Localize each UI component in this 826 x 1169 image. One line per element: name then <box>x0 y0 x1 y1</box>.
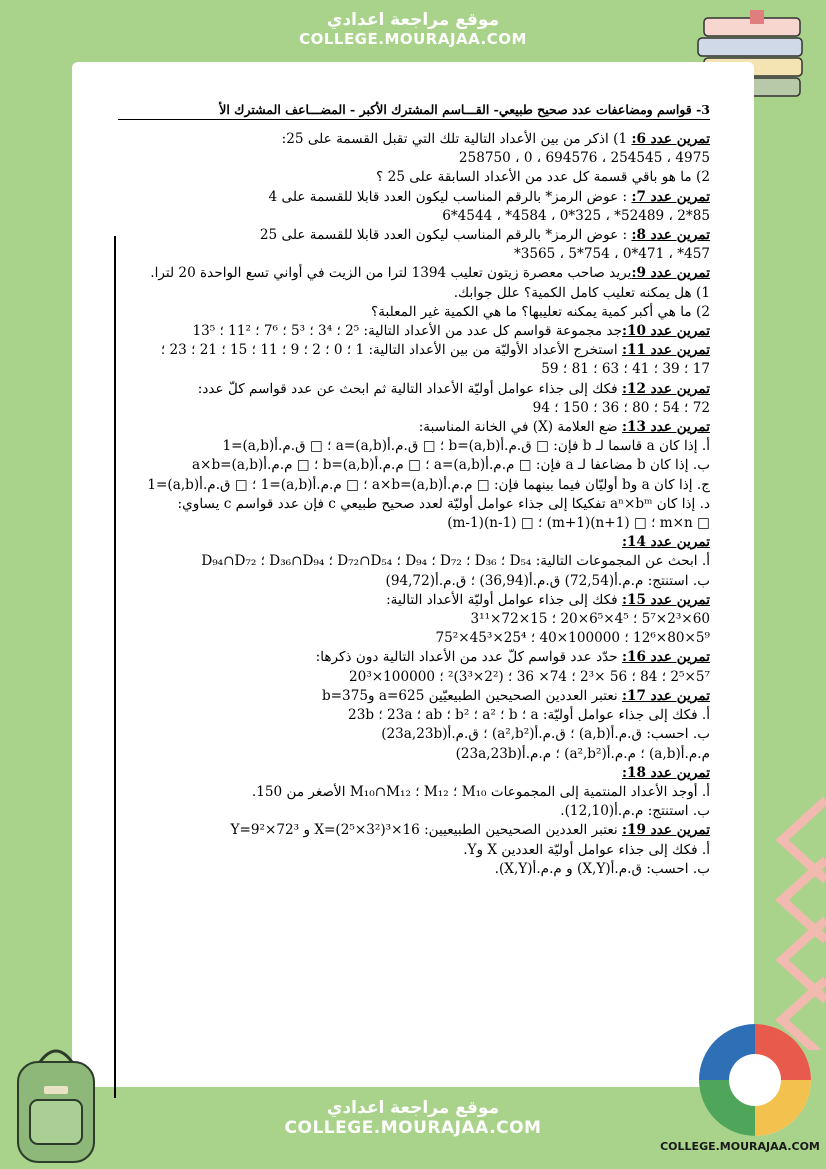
exercise-line <box>118 476 710 495</box>
exercise-label: تمرين عدد 12: <box>622 380 710 397</box>
exercise-text: 60×2³×5⁷ ؛ 4⁵×6⁵×20 ؛ 15×72×3¹¹ <box>470 611 710 628</box>
exercise-label: تمرين عدد 18: <box>622 764 710 781</box>
exercise-text: أ. ابحث عن المجموعات التالية: D₅₄ ؛ D₃₆ ؛ D₇₂ ؛ D₉₄ ؛ D₇₂∩D₅₄ ؛ D₃₆∩D₉₄ ؛ D₉₄∩D₇₂ <box>201 553 710 570</box>
exercise-line <box>118 629 710 648</box>
corner-url[interactable]: COLLEGE.MOURAJAA.COM <box>660 1140 820 1153</box>
section-title: 3- قواسم ومضاعفات عدد صحيح طبيعي- القـــاسم المشترك الأكبر - المضـــاعف المشترك الأ <box>118 102 710 120</box>
exercise-line <box>118 188 710 207</box>
exercise-text: ب. استنتج: م.م.أ(72,54) ق.م.أ(36,94) ؛ ق.م.أ(94,72) <box>385 572 710 589</box>
exercise-line <box>118 495 710 514</box>
exercise-line <box>118 303 710 322</box>
exercise-line <box>118 514 710 533</box>
exercise-line <box>118 130 710 149</box>
exercise-line <box>118 533 710 552</box>
exercise-line <box>118 860 710 879</box>
exercise-text: : عوض الرمز* بالرقم المناسب ليكون العدد قابلا للقسمة على 25 <box>259 227 632 244</box>
exercise-label: تمرين عدد 11: <box>622 342 710 359</box>
exercise-label: تمرين عدد 15: <box>622 591 710 608</box>
exercise-label: تمرين عدد 10: <box>622 323 710 340</box>
exercise-line <box>118 399 710 418</box>
exercise-label: تمرين عدد 7: <box>631 188 710 205</box>
exercise-text: 72 ؛ 54 ؛ 80 ؛ 36 ؛ 150 ؛ 94 <box>532 399 710 416</box>
exercise-label: تمرين عدد 6: <box>631 131 710 147</box>
exercise-line <box>118 591 710 610</box>
exercise-text: فكك إلى جذاء عوامل أوليّة الأعداد التالية: <box>386 591 622 608</box>
exercise-lines <box>118 130 710 879</box>
exercise-text: : عوض الرمز* بالرقم المناسب ليكون العدد قابلا للقسمة على 4 <box>268 188 632 205</box>
exercise-line <box>118 687 710 706</box>
chevron-decoration-icon <box>742 790 826 1050</box>
exercise-label: تمرين عدد 19: <box>622 822 710 839</box>
exercise-label: تمرين عدد 16: <box>622 649 710 666</box>
footer-brand-url[interactable]: COLLEGE.MOURAJAA.COM <box>284 1118 542 1138</box>
exercise-line <box>118 841 710 860</box>
header-brand-arabic: موقع مراجعة اعدادي <box>326 10 500 30</box>
exercise-line <box>118 783 710 802</box>
exercise-text: ب. استنتج: م.م.أ(12,10). <box>560 803 710 820</box>
exercise-text: 1) اذكر من بين الأعداد التالية تلك التي تقبل القسمة على 25: <box>281 131 632 147</box>
exercise-line <box>118 648 710 667</box>
exercise-line <box>118 802 710 821</box>
exercise-line <box>118 610 710 629</box>
exercise-line <box>118 745 710 764</box>
exercise-text: أ. أوجد الأعداد المنتمية إلى المجموعات M₁₀ ؛ M₁₂ ؛ M₁₀∩M₁₂ الأصغر من 150. <box>251 783 710 800</box>
exercise-text: □ m×n ؛ □ (n+1)(m+1) ؛ □ (n-1)(m-1) <box>447 515 710 532</box>
header-brand-url[interactable]: COLLEGE.MOURAJAA.COM <box>299 30 527 48</box>
exercise-text: ضع العلامة (X) في الخانة المناسبة: <box>418 419 622 436</box>
exercise-text: حدّد عدد قواسم كلّ عدد من الأعداد التالية دون ذكرها: <box>315 649 622 666</box>
exercise-line <box>118 764 710 783</box>
exercise-line <box>118 552 710 571</box>
exercise-label: تمرين عدد 8: <box>631 227 710 244</box>
exercise-text: يريد صاحب معصرة زيتون تعليب 1394 لترا من الزيت في أواني تسع الواحدة 20 لترا. <box>150 265 632 282</box>
exercise-text: استخرج الأعداد الأوليّة من بين الأعداد التالية: 1 ؛ 0 ؛ 2 ؛ 9 ؛ 11 ؛ 15 ؛ 21 ؛ 23 ؛ <box>160 342 622 359</box>
exercise-line <box>118 149 710 168</box>
exercise-line <box>118 226 710 245</box>
exercise-text: نعتبر العددين الصحيحين الطبيعيين: X=(2⁵×3²)³×16 و Y=9²×72³ <box>230 822 622 839</box>
exercise-line <box>118 360 710 379</box>
exercise-text: 2) ما هي أكبر كمية يمكنه تعليبها؟ ما هي الكمية غير المعلبة؟ <box>371 303 710 320</box>
exercise-line <box>118 668 710 687</box>
exercise-text: 17 ؛ 39 ؛ 41 ؛ 63 ؛ 81 ؛ 59 <box>541 361 710 378</box>
exercise-text: جد مجموعة قواسم كل عدد من الأعداد التالية: 2⁵ ؛ 3⁴ ؛ 5³ ؛ 7⁶ ؛ 11² ؛ 13⁵ <box>192 323 622 340</box>
exercise-line <box>118 725 710 744</box>
exercise-line <box>118 322 710 341</box>
exercise-text: 2) ما هو باقي قسمة كل عدد من الأعداد السابقة على 25 ؟ <box>376 169 710 186</box>
exercise-line <box>118 341 710 360</box>
exercise-text: أ. فكك إلى جذاء عوامل أوليّة العددين X وY. <box>463 841 710 858</box>
exercise-line <box>118 245 710 264</box>
exercise-label: تمرين عدد 13: <box>622 419 710 436</box>
exercise-line <box>118 264 710 283</box>
exercise-text: 1) هل يمكنه تعليب كامل الكمية؟ علل جوابك. <box>453 284 710 301</box>
subjects-wheel-icon <box>690 1020 820 1150</box>
exercise-text: 5⁷×2⁵ ؛ 84 ؛ 56 ×2³ ؛ 74× 36 ؛ (2²×3³)² ؛ 100000×20³ <box>349 668 710 685</box>
exercise-line <box>118 456 710 475</box>
exercise-text: أ. إذا كان a قاسما لـ b فإن: □ ق.م.أ(a,b)=b ؛ □ ق.م.أ(a,b)=a ؛ □ ق.م.أ(a,b)=1 <box>222 438 710 455</box>
exercise-text: فكك إلى جذاء عوامل أوليّة الأعداد التالية ثم ابحث عن عدد قواسم كلّ عدد: <box>197 380 622 397</box>
exercise-label: تمرين عدد 9: <box>631 265 710 282</box>
exercise-line <box>118 418 710 437</box>
exercise-line <box>118 706 710 725</box>
exercise-text: 85*2 ، 52489* ، 325*0 ، 4584* ، 4544*6 <box>442 207 710 224</box>
exercise-line <box>118 380 710 399</box>
exercise-line <box>118 572 710 591</box>
margin-rule <box>114 236 116 1098</box>
exercise-text: ب. احسب: ق.م.أ(a,b) ؛ ق.م.أ(a²,b²) ؛ ق.م.أ(23a,23b) <box>381 726 710 743</box>
exercise-text: ب. إذا كان b مضاعفا لـ a فإن: □ م.م.أ(a,b)=a ؛ □ م.م.أ(a,b)=b ؛ □ م.م.أ(a,b)=a×b <box>191 457 710 474</box>
exercise-text: نعتبر العددين الصحيحين الطبيعيّين a=625 وb=375 <box>321 687 622 704</box>
exercise-text: 4975 ، 254545 ، 694576 ، 0 ، 258750 <box>458 150 710 167</box>
exercise-text: ج. إذا كان a وb أوليّان فيما بينهما فإن: □ م.م.أ(a,b)=a×b ؛ □ م.م.أ(a,b)=1 ؛ □ ق.م.أ(a,b)=1 <box>147 476 710 493</box>
footer-brand-arabic: موقع مراجعة اعدادي <box>326 1098 500 1118</box>
document-body <box>118 98 710 1003</box>
exercise-line <box>118 168 710 187</box>
exercise-line <box>118 207 710 226</box>
exercise-text: د. إذا كان aⁿ×bᵐ تفكيكا إلى جذاء عوامل أوليّة لعدد صحيح طبيعي c فإن عدد قواسم c يساوي: <box>177 495 710 512</box>
exercise-text: 5⁹×80×12⁶ ؛ 100000×40 ؛ 25⁴×45³×75² <box>435 630 710 647</box>
exercise-label: تمرين عدد 14: <box>622 534 710 551</box>
exercise-text: ب. احسب: ق.م.أ(X,Y) و م.م.أ(X,Y). <box>494 860 710 877</box>
exercise-text: م.م.أ(a,b) ؛ م.م.أ(a²,b²) ؛ م.م.أ(23a,23b) <box>455 745 710 762</box>
exercise-label: تمرين عدد 17: <box>622 687 710 704</box>
exercise-line <box>118 821 710 840</box>
exercise-line <box>118 284 710 303</box>
exercise-text: أ. فكك إلى جذاء عوامل أوليّة: a ؛ b ؛ a² ؛ b² ؛ ab ؛ 23a ؛ 23b <box>348 707 710 724</box>
exercise-text: 457* ، 471*0 ، 754*5 ، 3565* <box>513 246 710 263</box>
exercise-line <box>118 437 710 456</box>
